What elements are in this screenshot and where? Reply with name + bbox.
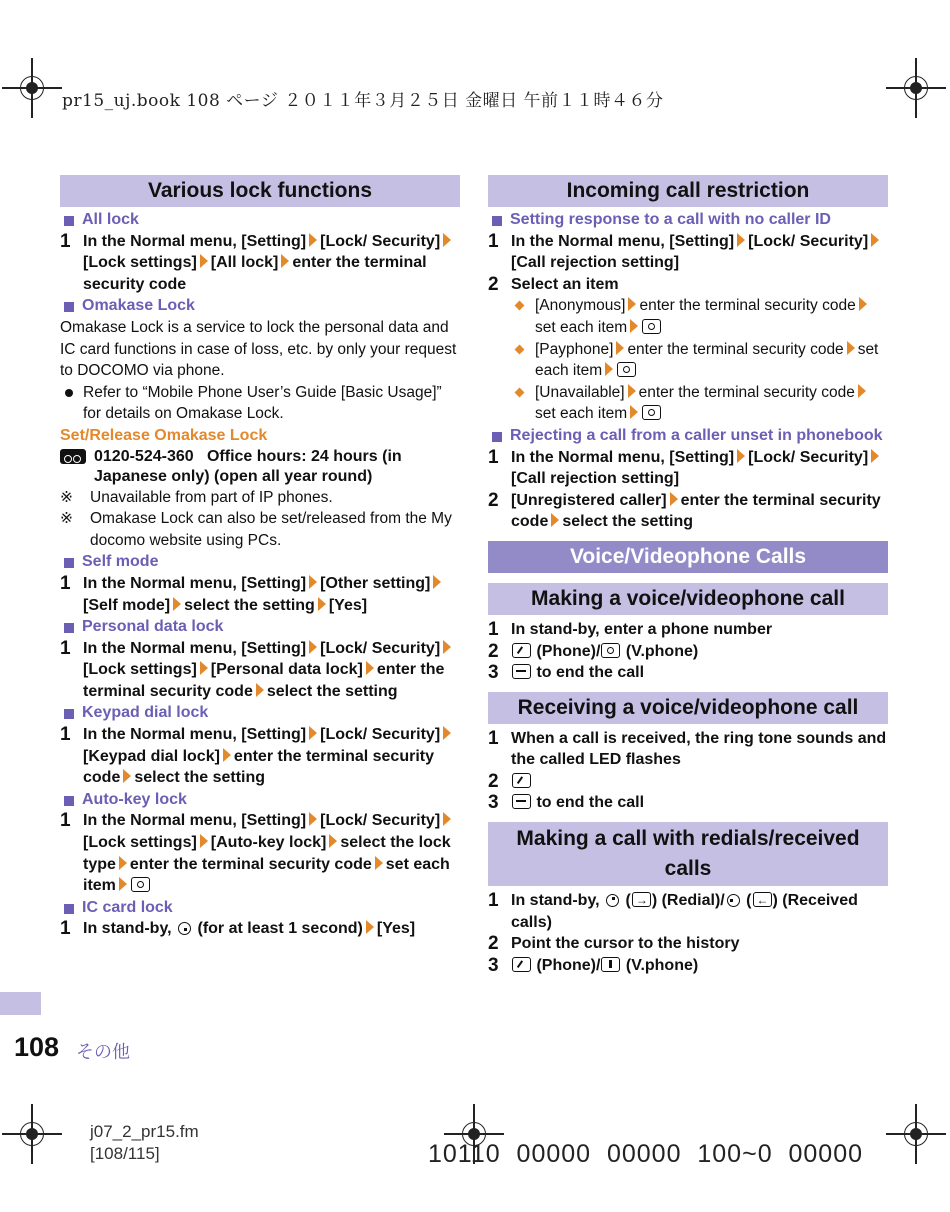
step-keypad-dial-lock: 1 In the Normal menu, [Setting] [Lock/ Security][Keypad dial lock] enter the terminal security code select the setting (60, 724, 460, 789)
nav-key-icon (178, 922, 191, 935)
camera-key-icon (642, 405, 661, 420)
step-unset-2: 2 [Unregistered caller] enter the terminal security code select the setting (488, 489, 881, 531)
left-column (60, 175, 460, 940)
arrow-icon (281, 254, 289, 268)
barcode-text: 10110 00000 00000 100~0 00000 (428, 1140, 864, 1168)
call-key-icon (512, 643, 531, 658)
arrow-icon (200, 254, 208, 268)
right-column (488, 175, 888, 976)
camera-key-icon (131, 877, 150, 892)
heading-self-mode: Self mode (60, 551, 460, 573)
option-unavailable: [Unavailable] enter the terminal security codeset each item (488, 382, 888, 425)
camera-key-icon (617, 362, 636, 377)
page-number: 108 (14, 1032, 60, 1062)
step-ic-card-lock: 1 In stand-by, (for at least 1 second) [Yes] (60, 918, 416, 940)
end-key-icon (512, 664, 531, 679)
section-title-incoming: Incoming call restriction (488, 175, 888, 207)
end-key-icon (512, 794, 531, 809)
arrow-icon (443, 233, 451, 247)
heading-auto-key-lock: Auto-key lock (60, 789, 460, 811)
omakase-note: ※ Unavailable from part of IP phones. (60, 488, 333, 506)
step-unset-1: 1 In the Normal menu, [Setting] [Lock/ Security][Call rejection setting] (488, 447, 888, 490)
omakase-desc: Omakase Lock is a service to lock the personal data and IC card functions in case of loss, etc. by only your request to DOCOMO via phone. (60, 318, 457, 380)
set-release-heading: Set/Release Omakase Lock (60, 426, 268, 444)
omakase-phone: 0120-524-360 Office hours: 24 hours (in Japanese only) (open all year round) (60, 447, 460, 487)
heading-omakase: Omakase Lock (60, 295, 460, 317)
step-receiving-1: 1 When a call is received, the ring tone sounds and the called LED flashes (488, 727, 887, 769)
heading-keypad-dial-lock: Keypad dial lock (60, 702, 460, 724)
camera-key-icon (642, 319, 661, 334)
step-redial-3: 3 (Phone)/ (V.phone) (488, 954, 699, 976)
received-calls-icon (753, 892, 772, 907)
file-pages: [108/115] (90, 1144, 160, 1163)
step-auto-key-lock: 1 In the Normal menu, [Setting] [Lock/ Security][Lock settings] [Auto-key lock] select the lock type enter the terminal security code set each item (60, 810, 451, 895)
step-no-caller-id-2: 2 Select an item (488, 273, 619, 295)
video-key-icon (601, 957, 620, 972)
page-section: その他 (76, 1042, 130, 1062)
registration-mark-icon (2, 1104, 62, 1164)
print-header: pr15_uj.book 108 ページ ２０１１年３月２５日 金曜日 午前１１時４６分 (62, 91, 664, 111)
nav-left-key-icon (727, 894, 740, 907)
registration-mark-icon (2, 58, 62, 118)
camera-key-icon (601, 643, 620, 658)
step-receiving-3: 3 to end the call (488, 792, 645, 814)
step-all-lock: 1 In the Normal menu, [Setting] [Lock/ Security][Lock settings] [All lock] enter the terminal security code (60, 231, 460, 296)
step-making-2: 2 (Phone)/ (V.phone) (488, 640, 699, 662)
chapter-title-voice: Voice/Videophone Calls (488, 541, 888, 573)
option-anonymous: [Anonymous] enter the terminal security codeset each item (488, 295, 888, 338)
redial-icon (632, 892, 651, 907)
registration-mark-icon (886, 1104, 946, 1164)
omakase-note: ※ Omakase Lock can also be set/released from the My docomo website using PCs. (60, 510, 452, 549)
heading-all-lock: All lock (60, 209, 460, 231)
heading-no-caller-id: Setting response to a call with no caller ID (488, 209, 888, 231)
step-self-mode: 1 In the Normal menu, [Setting] [Other setting][Self mode] select the setting [Yes] (60, 573, 460, 616)
registration-mark-icon (886, 58, 946, 118)
section-title-lock: Various lock functions (60, 175, 460, 207)
option-payphone: [Payphone] enter the terminal security code set each item (488, 339, 888, 382)
call-key-icon (512, 957, 531, 972)
heading-ic-card-lock: IC card lock (60, 897, 460, 919)
heading-personal-data-lock: Personal data lock (60, 616, 460, 638)
section-title-making: Making a voice/videophone call (488, 583, 888, 615)
heading-unset-caller: Rejecting a call from a caller unset in phonebook (488, 425, 888, 447)
section-title-redial: Making a call with redials/received calls (488, 822, 888, 886)
step-redial-1: 1 In stand-by, (→ ) (Redial)/ (← ) (Received calls) (488, 890, 888, 933)
arrow-icon (309, 233, 317, 247)
phone-icon (60, 449, 86, 464)
step-making-3: 3 to end the call (488, 662, 645, 684)
step-redial-2: 2 Point the cursor to the history (488, 933, 740, 955)
step-receiving-2: 2 (488, 771, 888, 793)
call-key-icon (512, 773, 531, 788)
step-making-1: 1 In stand-by, enter a phone number (488, 618, 773, 640)
section-title-receiving: Receiving a voice/videophone call (488, 692, 888, 724)
omakase-bullet: Refer to “Mobile Phone User’s Guide [Basic Usage]” for details on Omakase Lock. (60, 382, 460, 425)
step-no-caller-id-1: 1 In the Normal menu, [Setting] [Lock/ Security][Call rejection setting] (488, 231, 888, 274)
page-tab (0, 992, 41, 1015)
nav-up-key-icon (606, 894, 619, 907)
file-name: j07_2_pr15.fm (90, 1122, 199, 1141)
step-personal-data-lock: 1 In the Normal menu, [Setting] [Lock/ Security][Lock settings] [Personal data lock] enter the terminal security code select the setting (60, 638, 460, 703)
